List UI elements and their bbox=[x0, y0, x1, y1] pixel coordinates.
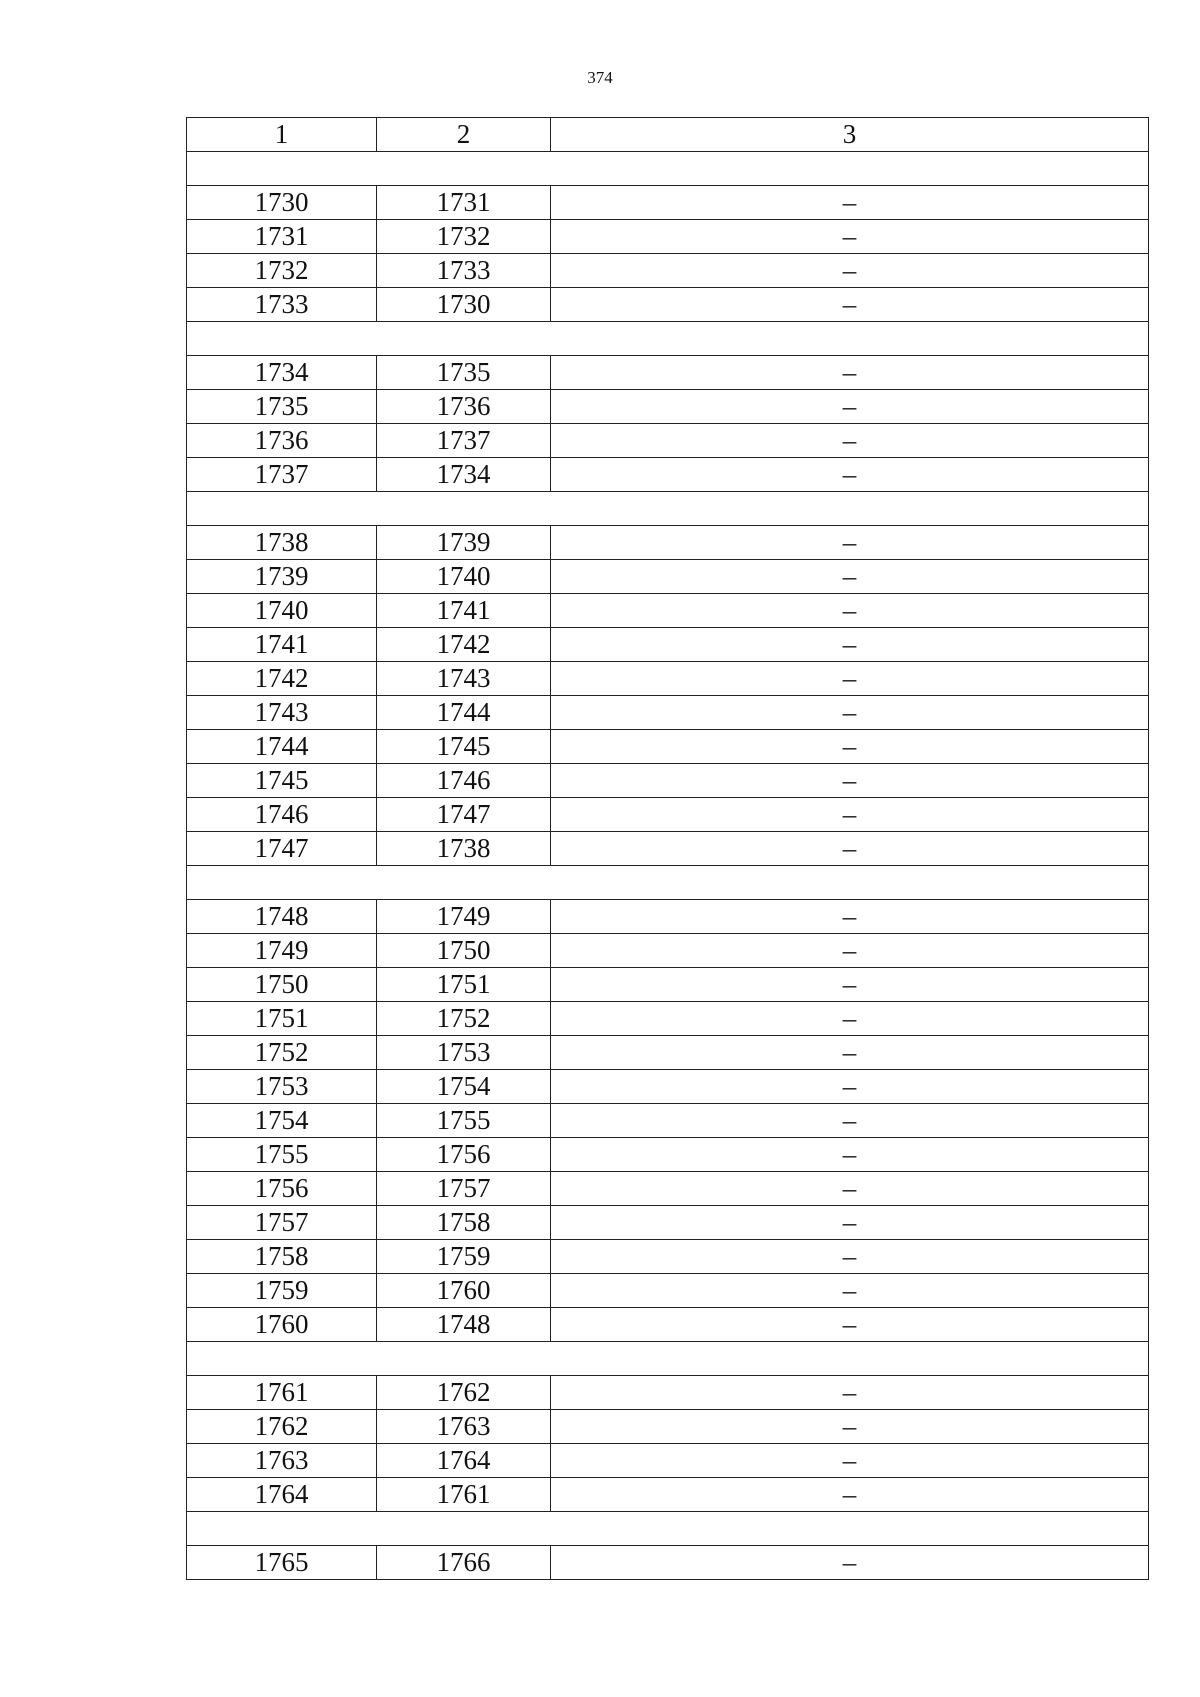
cell-col-3: – bbox=[551, 798, 1149, 832]
cell-col-3: – bbox=[551, 968, 1149, 1002]
cell-col-3: – bbox=[551, 254, 1149, 288]
cell-col-2: 1749 bbox=[377, 900, 551, 934]
table-row bbox=[187, 628, 1149, 662]
table-row bbox=[187, 968, 1149, 1002]
cell-col-2: 1743 bbox=[377, 662, 551, 696]
cell-col-3: – bbox=[551, 1546, 1149, 1580]
cell-col-1: 1733 bbox=[187, 288, 377, 322]
group-separator-row bbox=[187, 866, 1149, 900]
table-body bbox=[187, 118, 1149, 1580]
cell-col-2: 1762 bbox=[377, 1376, 551, 1410]
table-row bbox=[187, 594, 1149, 628]
cell-col-3: – bbox=[551, 1274, 1149, 1308]
cell-col-2: 1737 bbox=[377, 424, 551, 458]
cell-col-3: – bbox=[551, 1206, 1149, 1240]
table-row bbox=[187, 900, 1149, 934]
table-row bbox=[187, 764, 1149, 798]
table-row bbox=[187, 662, 1149, 696]
cell-col-1: 1731 bbox=[187, 220, 377, 254]
table-row bbox=[187, 1138, 1149, 1172]
cell-col-2: 1753 bbox=[377, 1036, 551, 1070]
cell-col-3: – bbox=[551, 934, 1149, 968]
table-row bbox=[187, 1240, 1149, 1274]
cell-col-1: 1760 bbox=[187, 1308, 377, 1342]
group-separator-cell bbox=[187, 1342, 1149, 1376]
cell-col-3: – bbox=[551, 662, 1149, 696]
cell-col-2: 1745 bbox=[377, 730, 551, 764]
table-row bbox=[187, 798, 1149, 832]
cell-col-1: 1751 bbox=[187, 1002, 377, 1036]
table-row bbox=[187, 220, 1149, 254]
cell-col-2: 1757 bbox=[377, 1172, 551, 1206]
table-row bbox=[187, 730, 1149, 764]
cell-col-3: – bbox=[551, 1308, 1149, 1342]
table-row bbox=[187, 1002, 1149, 1036]
cell-col-1: 1736 bbox=[187, 424, 377, 458]
cell-col-1: 1764 bbox=[187, 1478, 377, 1512]
cell-col-1: 1743 bbox=[187, 696, 377, 730]
cell-col-2: 1746 bbox=[377, 764, 551, 798]
group-separator-row bbox=[187, 492, 1149, 526]
cell-col-3: – bbox=[551, 1376, 1149, 1410]
cell-col-1: 1746 bbox=[187, 798, 377, 832]
table-row bbox=[187, 1478, 1149, 1512]
cell-col-2: 1741 bbox=[377, 594, 551, 628]
cell-col-1: 1730 bbox=[187, 186, 377, 220]
cell-col-1: 1763 bbox=[187, 1444, 377, 1478]
cell-col-3: – bbox=[551, 1002, 1149, 1036]
cell-col-2: 1733 bbox=[377, 254, 551, 288]
cell-col-3: – bbox=[551, 730, 1149, 764]
cell-col-3: – bbox=[551, 1410, 1149, 1444]
cell-col-1: 1753 bbox=[187, 1070, 377, 1104]
cell-col-1: 1762 bbox=[187, 1410, 377, 1444]
table-row bbox=[187, 390, 1149, 424]
cell-col-3: – bbox=[551, 356, 1149, 390]
cell-col-2: 1740 bbox=[377, 560, 551, 594]
cell-col-3: – bbox=[551, 1478, 1149, 1512]
cell-col-3: – bbox=[551, 526, 1149, 560]
table-row bbox=[187, 1070, 1149, 1104]
cell-col-1: 1735 bbox=[187, 390, 377, 424]
cell-col-3: – bbox=[551, 458, 1149, 492]
cell-col-1: 1759 bbox=[187, 1274, 377, 1308]
cell-col-1: 1758 bbox=[187, 1240, 377, 1274]
cell-col-2: 1730 bbox=[377, 288, 551, 322]
table-row bbox=[187, 934, 1149, 968]
cell-col-3: – bbox=[551, 764, 1149, 798]
table-row bbox=[187, 696, 1149, 730]
cell-col-1: 1739 bbox=[187, 560, 377, 594]
cell-col-2: 1738 bbox=[377, 832, 551, 866]
cell-col-3: – bbox=[551, 696, 1149, 730]
cell-col-2: 1763 bbox=[377, 1410, 551, 1444]
table-row bbox=[187, 1444, 1149, 1478]
cell-col-2: 1759 bbox=[377, 1240, 551, 1274]
cell-col-2: 1739 bbox=[377, 526, 551, 560]
cell-col-1: 1744 bbox=[187, 730, 377, 764]
page-number: 374 bbox=[587, 68, 613, 87]
cell-col-1: 1742 bbox=[187, 662, 377, 696]
cell-col-1: 1754 bbox=[187, 1104, 377, 1138]
cell-col-2: 1760 bbox=[377, 1274, 551, 1308]
cell-col-1: 1755 bbox=[187, 1138, 377, 1172]
table-row bbox=[187, 254, 1149, 288]
cell-col-2: 1752 bbox=[377, 1002, 551, 1036]
cell-col-1: 1752 bbox=[187, 1036, 377, 1070]
cell-col-3: – bbox=[551, 1070, 1149, 1104]
cell-col-1: 1756 bbox=[187, 1172, 377, 1206]
cell-col-1: 1748 bbox=[187, 900, 377, 934]
cell-col-2: 1758 bbox=[377, 1206, 551, 1240]
table-row bbox=[187, 356, 1149, 390]
table-row bbox=[187, 1546, 1149, 1580]
group-separator-cell bbox=[187, 152, 1149, 186]
cell-col-2: 1764 bbox=[377, 1444, 551, 1478]
group-separator-row bbox=[187, 1512, 1149, 1546]
cell-col-3: – bbox=[551, 1240, 1149, 1274]
header-row bbox=[187, 118, 1149, 152]
table-row bbox=[187, 1036, 1149, 1070]
group-separator-cell bbox=[187, 322, 1149, 356]
table-row bbox=[187, 1104, 1149, 1138]
cell-col-1: 1732 bbox=[187, 254, 377, 288]
header-cell-3: 3 bbox=[551, 118, 1149, 152]
cell-col-1: 1757 bbox=[187, 1206, 377, 1240]
cell-col-3: – bbox=[551, 288, 1149, 322]
table-row bbox=[187, 1308, 1149, 1342]
group-separator-row bbox=[187, 322, 1149, 356]
table-row bbox=[187, 526, 1149, 560]
cell-col-3: – bbox=[551, 1172, 1149, 1206]
cell-col-2: 1732 bbox=[377, 220, 551, 254]
cell-col-3: – bbox=[551, 900, 1149, 934]
group-separator-row bbox=[187, 152, 1149, 186]
data-table bbox=[186, 117, 1149, 1580]
cell-col-1: 1734 bbox=[187, 356, 377, 390]
table-row bbox=[187, 458, 1149, 492]
table-row bbox=[187, 186, 1149, 220]
cell-col-2: 1750 bbox=[377, 934, 551, 968]
header-cell-1: 1 bbox=[187, 118, 377, 152]
cell-col-1: 1737 bbox=[187, 458, 377, 492]
cell-col-2: 1731 bbox=[377, 186, 551, 220]
table-row bbox=[187, 1172, 1149, 1206]
cell-col-1: 1765 bbox=[187, 1546, 377, 1580]
table-row bbox=[187, 1410, 1149, 1444]
cell-col-1: 1747 bbox=[187, 832, 377, 866]
table-row bbox=[187, 832, 1149, 866]
cell-col-3: – bbox=[551, 628, 1149, 662]
header-cell-2: 2 bbox=[377, 118, 551, 152]
cell-col-3: – bbox=[551, 186, 1149, 220]
cell-col-1: 1749 bbox=[187, 934, 377, 968]
cell-col-2: 1766 bbox=[377, 1546, 551, 1580]
cell-col-1: 1738 bbox=[187, 526, 377, 560]
cell-col-3: – bbox=[551, 220, 1149, 254]
cell-col-3: – bbox=[551, 560, 1149, 594]
cell-col-2: 1756 bbox=[377, 1138, 551, 1172]
group-separator-cell bbox=[187, 492, 1149, 526]
table-row bbox=[187, 1206, 1149, 1240]
cell-col-1: 1741 bbox=[187, 628, 377, 662]
cell-col-2: 1744 bbox=[377, 696, 551, 730]
table-row bbox=[187, 424, 1149, 458]
cell-col-2: 1755 bbox=[377, 1104, 551, 1138]
cell-col-3: – bbox=[551, 424, 1149, 458]
cell-col-2: 1751 bbox=[377, 968, 551, 1002]
cell-col-1: 1761 bbox=[187, 1376, 377, 1410]
cell-col-3: – bbox=[551, 594, 1149, 628]
table-row bbox=[187, 288, 1149, 322]
cell-col-2: 1735 bbox=[377, 356, 551, 390]
cell-col-2: 1754 bbox=[377, 1070, 551, 1104]
cell-col-2: 1734 bbox=[377, 458, 551, 492]
table-row bbox=[187, 1274, 1149, 1308]
cell-col-1: 1745 bbox=[187, 764, 377, 798]
cell-col-2: 1736 bbox=[377, 390, 551, 424]
cell-col-2: 1742 bbox=[377, 628, 551, 662]
cell-col-2: 1748 bbox=[377, 1308, 551, 1342]
cell-col-3: – bbox=[551, 1444, 1149, 1478]
cell-col-2: 1747 bbox=[377, 798, 551, 832]
cell-col-3: – bbox=[551, 1104, 1149, 1138]
cell-col-3: – bbox=[551, 1138, 1149, 1172]
table-row bbox=[187, 560, 1149, 594]
group-separator-row bbox=[187, 1342, 1149, 1376]
cell-col-1: 1750 bbox=[187, 968, 377, 1002]
cell-col-3: – bbox=[551, 832, 1149, 866]
group-separator-cell bbox=[187, 1512, 1149, 1546]
cell-col-3: – bbox=[551, 1036, 1149, 1070]
cell-col-3: – bbox=[551, 390, 1149, 424]
cell-col-1: 1740 bbox=[187, 594, 377, 628]
cell-col-2: 1761 bbox=[377, 1478, 551, 1512]
group-separator-cell bbox=[187, 866, 1149, 900]
table-row bbox=[187, 1376, 1149, 1410]
